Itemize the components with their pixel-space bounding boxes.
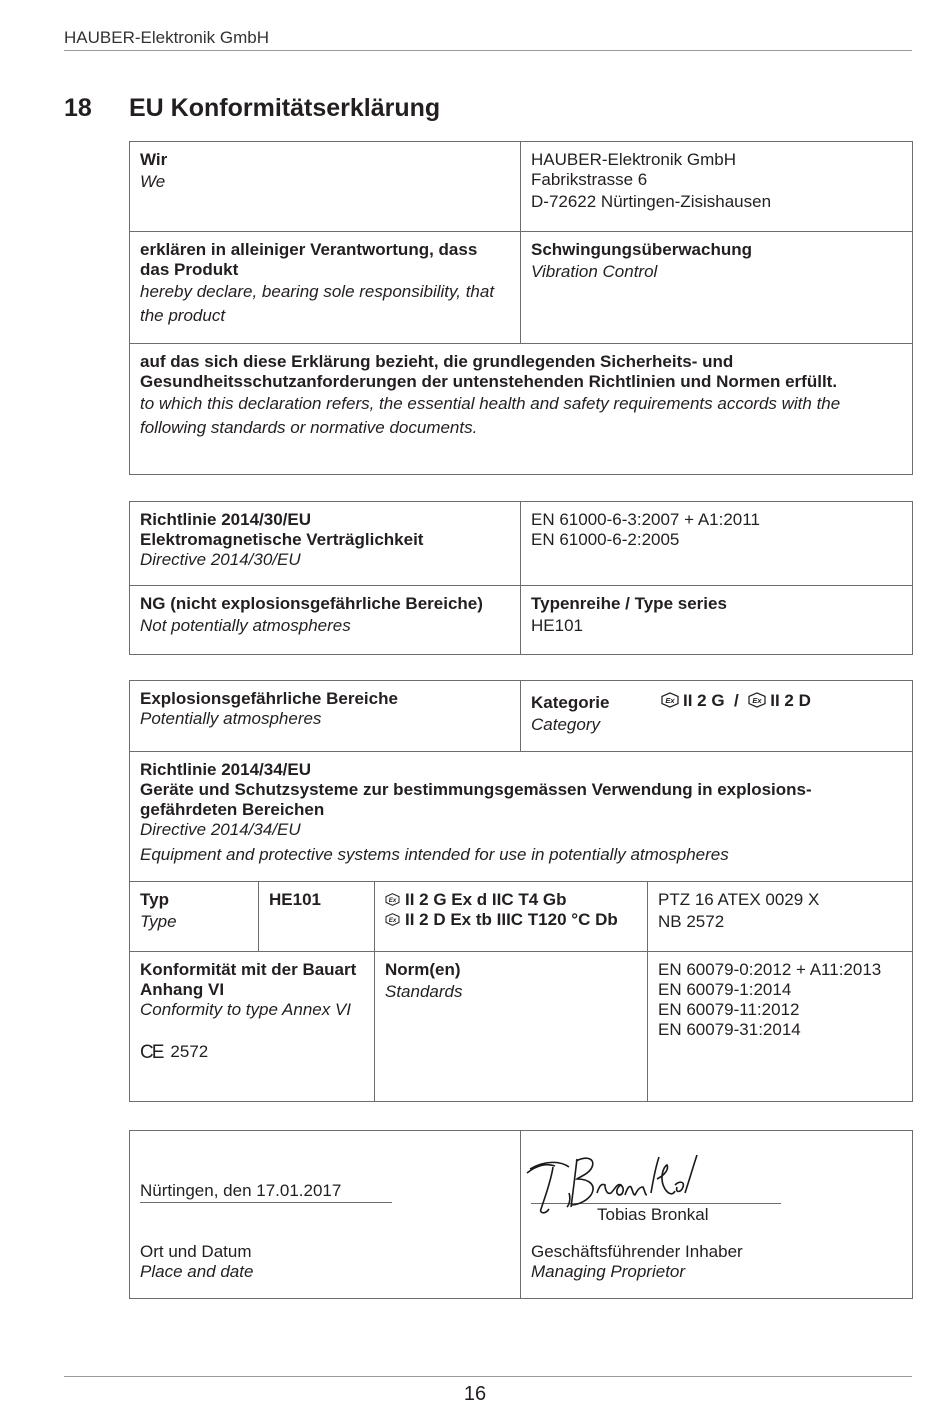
place-date-label-de: Ort und Datum <box>140 1242 252 1261</box>
place-date-label-en: Place and date <box>140 1262 254 1281</box>
atex-zone-en: Potentially atmospheres <box>140 709 322 728</box>
signature-table <box>129 1130 913 1299</box>
emc-standard-2: EN 61000-6-2:2005 <box>531 530 680 549</box>
emc-directive-cell <box>130 502 521 586</box>
emc-table <box>129 501 913 655</box>
category-cell <box>521 681 913 752</box>
type-de: Typ <box>140 890 169 909</box>
marking-2: II 2 D Ex tb IIIC T120 °C Db <box>405 910 618 929</box>
type-en: Type <box>140 912 177 931</box>
ex-mark-icon <box>385 893 400 906</box>
refers-en: to which this declaration refers, the essential health and safety requirements accords with the following standards or normative documents. <box>140 394 841 437</box>
signatory-name: Tobias Bronkal <box>597 1205 709 1224</box>
ex-mark-icon <box>661 692 679 708</box>
type-series-cell <box>521 586 913 655</box>
we-de: Wir <box>140 150 168 169</box>
certificate-cell <box>648 882 913 952</box>
norms-en: Standards <box>385 982 463 1001</box>
address-line-2: Fabrikstrasse 6 <box>531 170 648 189</box>
refers-cell <box>130 344 913 475</box>
ng-en: Not potentially atmospheres <box>140 616 351 635</box>
section-title <box>64 94 440 123</box>
norm-4: EN 60079-31:2014 <box>658 1020 801 1039</box>
norm-3: EN 60079-11:2012 <box>658 1000 800 1019</box>
category-values <box>661 689 811 737</box>
footer-divider <box>64 1376 912 1377</box>
svg-text:Ex: Ex <box>752 696 762 706</box>
emc-name-de: Elektromagnetische Verträglichkeit <box>140 530 424 549</box>
emc-directive-de: Richtlinie 2014/30/EU <box>140 510 312 529</box>
page-number: 16 <box>463 1383 487 1405</box>
svg-text:Ex: Ex <box>665 696 675 706</box>
atex-zone-de: Explosionsgefährliche Bereiche <box>140 689 398 708</box>
atex-name-en: Equipment and protective systems intended for use in potentially atmospheres <box>140 845 729 864</box>
role-en: Managing Proprietor <box>531 1262 686 1281</box>
norm-1: EN 60079-0:2012 + A11:2013 <box>658 960 882 979</box>
place-date-line <box>140 1181 392 1203</box>
handwritten-signature <box>525 1149 705 1227</box>
product-de: Schwingungsüberwachung <box>531 240 753 259</box>
product-cell <box>521 232 913 344</box>
marking-line-1 <box>385 890 637 910</box>
norms-label-cell <box>375 952 648 1102</box>
certificate: PTZ 16 ATEX 0029 X <box>658 890 820 909</box>
signature-line <box>531 1161 781 1204</box>
atex-name-de: Geräte und Schutzsysteme zur bestimmungsgemässen Verwendung in explosions-gefährdeten Bereichen <box>140 780 812 819</box>
type-series-label: Typenreihe / Type series <box>531 594 727 613</box>
product-en: Vibration Control <box>531 262 658 281</box>
address-line-1: HAUBER-Elektronik GmbH <box>531 150 736 169</box>
place-date: Nürtingen, den 17.01.2017 <box>140 1181 342 1200</box>
type-label-cell <box>130 882 259 952</box>
we-en: We <box>140 172 166 191</box>
ng-de: NG (nicht explosionsgefährliche Bereiche) <box>140 594 483 613</box>
declare-cell <box>130 232 521 344</box>
header-divider <box>64 50 912 51</box>
address-cell <box>521 142 913 232</box>
we-cell <box>130 142 521 232</box>
emc-standard-1: EN 61000-6-3:2007 + A1:2011 <box>531 510 760 529</box>
declare-en: hereby declare, bearing sole responsibility, that the product <box>140 282 495 325</box>
signature-cell <box>521 1131 913 1299</box>
ce-mark-icon: CE <box>140 1042 163 1063</box>
emc-standards-cell <box>521 502 913 586</box>
svg-text:Ex: Ex <box>388 917 397 925</box>
atex-table <box>129 680 913 1102</box>
ng-cell <box>130 586 521 655</box>
atex-directive-de: Richtlinie 2014/34/EU <box>140 760 312 779</box>
atex-zone-cell <box>130 681 521 752</box>
section-title-text: EU Konformitätserklärung <box>129 94 441 122</box>
conformity-cell <box>130 952 375 1102</box>
role-de: Geschäftsführender Inhaber <box>531 1242 743 1261</box>
marking-1: II 2 G Ex d IIC T4 Gb <box>405 890 567 909</box>
marking-line-2 <box>385 910 637 930</box>
category-value-2: II 2 D <box>770 691 811 710</box>
norms-de: Norm(en) <box>385 960 461 979</box>
marking-cell <box>375 882 648 952</box>
category-value-1: II 2 G <box>683 691 725 710</box>
type-value-cell <box>259 882 375 952</box>
emc-directive-en: Directive 2014/30/EU <box>140 550 301 569</box>
declaration-table <box>129 141 913 475</box>
atex-directive-en: Directive 2014/34/EU <box>140 820 301 839</box>
ex-mark-icon <box>748 692 766 708</box>
conformity-de: Konformität mit der Bauart Anhang VI <box>140 960 357 999</box>
norm-2: EN 60079-1:2014 <box>658 980 792 999</box>
category-separator: / <box>734 691 739 710</box>
conformity-en: Conformity to type Annex VI <box>140 1000 352 1019</box>
norms-list-cell <box>648 952 913 1102</box>
place-date-cell <box>130 1131 521 1299</box>
notified-body: NB 2572 <box>658 912 725 931</box>
ce-number: 2572 <box>170 1042 209 1061</box>
atex-directive-cell <box>130 752 913 882</box>
address-line-3: D-72622 Nürtingen-Zisishausen <box>531 192 772 211</box>
section-number: 18 <box>64 94 92 122</box>
category-de: Kategorie <box>531 693 610 712</box>
category-en: Category <box>531 715 600 734</box>
type-value: HE101 <box>269 890 321 909</box>
declare-de: erklären in alleiniger Verantwortung, dass das Produkt <box>140 240 478 279</box>
svg-text:Ex: Ex <box>388 897 397 905</box>
running-header: HAUBER-Elektronik GmbH <box>64 28 269 47</box>
ex-mark-icon <box>385 913 400 926</box>
ce-line <box>140 1042 364 1063</box>
refers-de: auf das sich diese Erklärung bezieht, die grundlegenden Sicherheits- und Gesundheitsschutzanforderungen der untenstehenden Richtlinien und Normen erfüllt. <box>140 352 838 391</box>
type-series-value: HE101 <box>531 616 583 635</box>
